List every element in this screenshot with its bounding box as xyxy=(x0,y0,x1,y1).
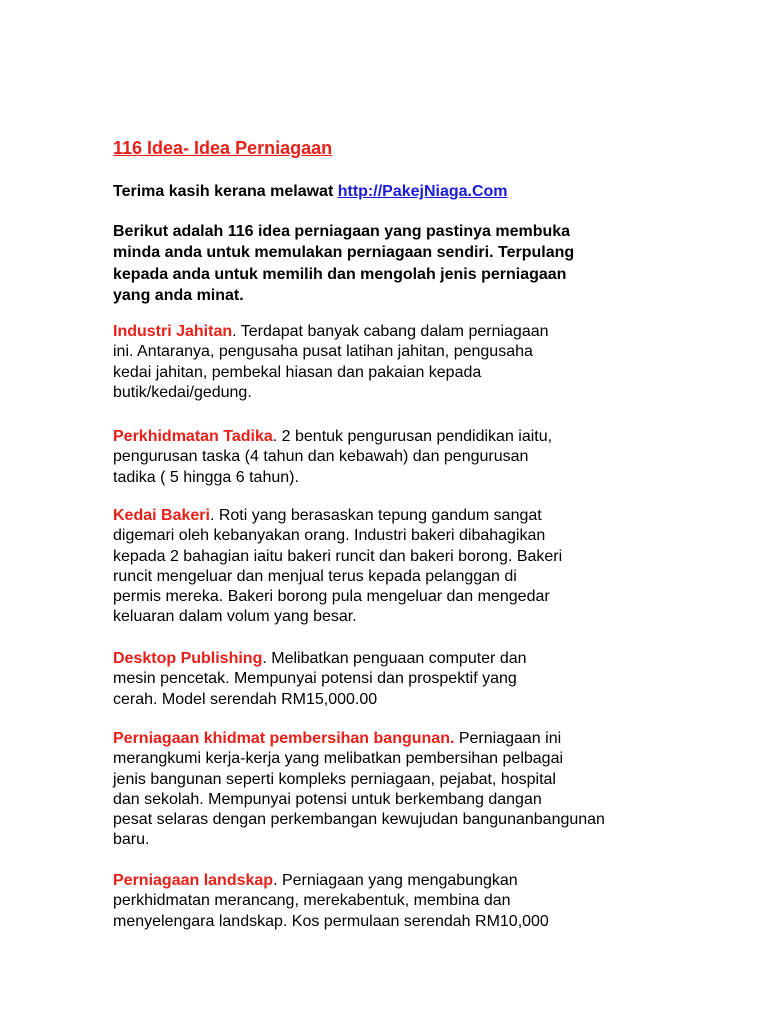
section-line: butik/kedai/gedung. xyxy=(113,383,252,401)
section-line: keluaran dalam volum yang besar. xyxy=(113,608,357,626)
section-line: merangkumi kerja-kerja yang melibatkan pembersihan pelbagai xyxy=(113,750,564,768)
intro-line: minda anda untuk memulakan perniagaan sendiri. Terpulang xyxy=(113,244,575,262)
section-first-line xyxy=(113,427,552,447)
section-perniagaan-landskap xyxy=(113,871,549,932)
section-line: permis mereka. Bakeri borong pula mengeluar dan mengedar xyxy=(113,588,550,606)
section-text: . Terdapat banyak cabang dalam perniagaan xyxy=(232,323,549,340)
section-line: runcit mengeluar dan menjual terus kepada pelanggan di xyxy=(113,567,517,585)
section-line: jenis bangunan seperti kompleks perniagaan, pejabat, hospital xyxy=(113,770,556,788)
section-line: digemari oleh kebanyakan orang. Industri bakeri dibahagikan xyxy=(113,527,546,545)
document-title: 116 Idea- Idea Perniagaan xyxy=(113,138,333,158)
pakejniaga-link[interactable]: http://PakejNiaga.Com xyxy=(337,183,508,200)
section-line: ini. Antaranya, pengusaha pusat latihan jahitan, pengusaha xyxy=(113,343,533,361)
section-desktop-publishing xyxy=(113,649,527,710)
section-line: mesin pencetak. Mempunyai potensi dan prospektif yang xyxy=(113,670,517,688)
thanks-text: Terima kasih kerana melawat xyxy=(113,183,338,200)
section-first-line xyxy=(113,649,527,669)
section-line: menyelengara landskap. Kos permulaan serendah RM10,000 xyxy=(113,912,549,930)
section-first-line xyxy=(113,729,605,749)
section-heading: Kedai Bakeri xyxy=(113,507,210,524)
section-line: kedai jahitan, pembekal hiasan dan pakaian kepada xyxy=(113,363,482,381)
section-text: . Perniagaan yang mengabungkan xyxy=(273,872,518,889)
section-line: pengurusan taska (4 tahun dan kebawah) dan pengurusan xyxy=(113,448,529,466)
section-line: perkhidmatan merancang, merekabentuk, membina dan xyxy=(113,892,511,910)
section-line: pesat selaras dengan perkembangan kewujudan bangunanbangunan xyxy=(113,811,605,829)
section-heading: Desktop Publishing xyxy=(113,650,263,667)
intro-paragraph xyxy=(113,221,643,306)
section-line: baru. xyxy=(113,831,150,849)
intro-line: Berikut adalah 116 idea perniagaan yang pastinya membuka xyxy=(113,223,571,240)
section-heading: Perniagaan khidmat pembersihan bangunan. xyxy=(113,730,455,747)
section-line: tadika ( 5 hingga 6 tahun). xyxy=(113,468,299,486)
intro-line: kepada anda untuk memilih dan mengolah jenis perniagaan xyxy=(113,265,567,283)
section-heading: Perkhidmatan Tadika xyxy=(113,428,273,445)
section-first-line xyxy=(113,871,549,891)
section-text: . 2 bentuk pengurusan pendidikan iaitu, xyxy=(272,428,553,445)
section-text: . Roti yang berasaskan tepung gandum sangat xyxy=(209,507,542,524)
section-line: kepada 2 bahagian iaitu bakeri runcit dan bakeri borong. Bakeri xyxy=(113,547,563,565)
section-pembersihan-bangunan xyxy=(113,729,605,851)
section-perkhidmatan-tadika xyxy=(113,427,552,488)
section-heading: Industri Jahitan xyxy=(113,323,233,340)
section-text: Perniagaan ini xyxy=(454,730,562,747)
section-kedai-bakeri xyxy=(113,506,562,628)
section-first-line xyxy=(113,506,562,526)
intro-line: yang anda minat. xyxy=(113,286,244,304)
section-line: cerah. Model serendah RM15,000.00 xyxy=(113,690,378,708)
section-text: . Melibatkan penguaan computer dan xyxy=(262,650,527,667)
section-heading: Perniagaan landskap xyxy=(113,872,274,889)
section-line: dan sekolah. Mempunyai potensi untuk berkembang dangan xyxy=(113,790,542,808)
section-first-line xyxy=(113,322,549,342)
thanks-line xyxy=(113,183,508,201)
section-industri-jahitan xyxy=(113,322,549,403)
